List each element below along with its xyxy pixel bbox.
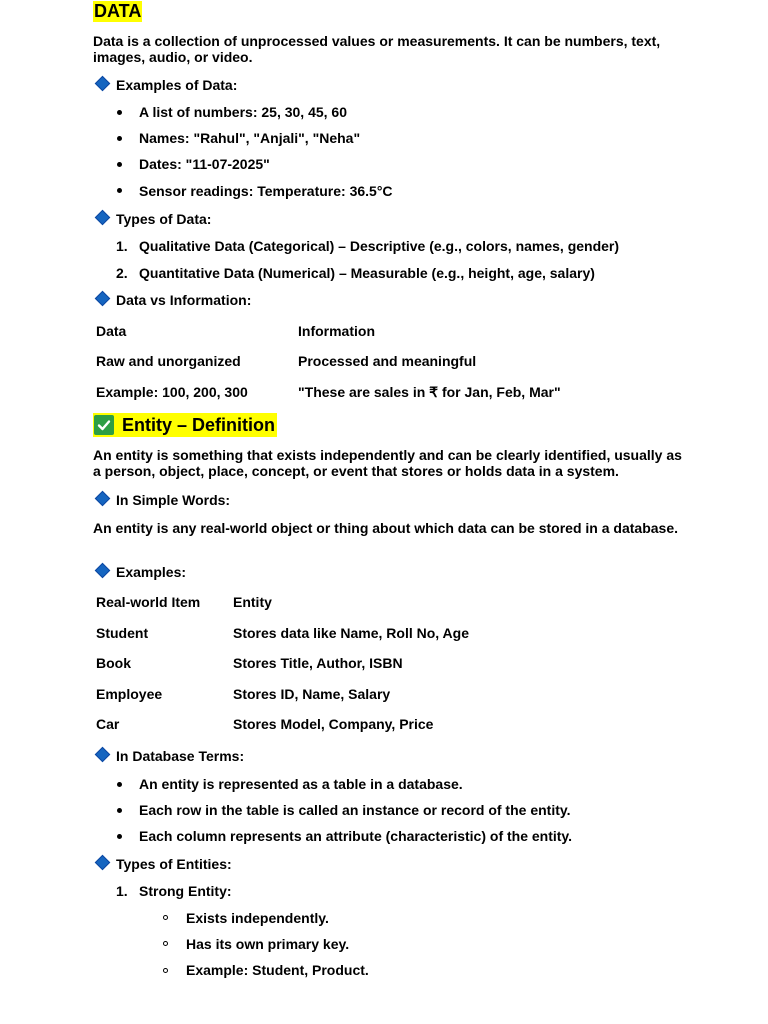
list-item: Has its own primary key. bbox=[186, 936, 350, 952]
list-item: Qualitative Data (Categorical) – Descriptive (e.g., colors, names, gender) bbox=[139, 238, 620, 254]
table-cell: Entity bbox=[233, 594, 272, 610]
table-cell: Car bbox=[96, 716, 120, 732]
checkmark-icon bbox=[94, 415, 114, 435]
list-number: 1. bbox=[116, 238, 128, 254]
dvi-subheading: Data vs Information: bbox=[93, 292, 251, 308]
table-cell: Book bbox=[96, 655, 131, 671]
diamond-bullet-icon bbox=[95, 563, 111, 579]
hollow-bullet-icon bbox=[163, 941, 168, 946]
hollow-bullet-icon bbox=[163, 968, 168, 973]
entity-heading: Entity – Definition bbox=[93, 413, 277, 437]
list-number: 2. bbox=[116, 265, 128, 281]
table-cell: Real-world Item bbox=[96, 594, 201, 610]
table-cell: Stores Title, Author, ISBN bbox=[233, 655, 403, 671]
table-cell: Example: 100, 200, 300 bbox=[96, 384, 248, 400]
list-item: Dates: "11-07-2025" bbox=[139, 156, 270, 172]
table-cell: Stores ID, Name, Salary bbox=[233, 686, 391, 702]
list-item: Each column represents an attribute (characteristic) of the entity. bbox=[139, 828, 573, 844]
entity-definition: An entity is something that exists independently and can be clearly identified, usually as a person, object, place, concept, or event that stores or holds data in a system. bbox=[93, 447, 682, 479]
simple-subheading: In Simple Words: bbox=[93, 492, 230, 508]
types-subheading: Types of Data: bbox=[93, 211, 211, 227]
list-item: Names: "Rahul", "Anjali", "Neha" bbox=[139, 130, 361, 146]
examples-subheading: Examples of Data: bbox=[93, 77, 237, 93]
list-number: 1. bbox=[116, 883, 128, 899]
diamond-bullet-icon bbox=[95, 855, 111, 871]
list-item: An entity is represented as a table in a database. bbox=[139, 776, 463, 792]
table-cell: Student bbox=[96, 625, 149, 641]
bullet-icon bbox=[117, 834, 122, 839]
diamond-bullet-icon bbox=[95, 210, 111, 226]
diamond-bullet-icon bbox=[95, 291, 111, 307]
simple-text: An entity is any real-world object or thing about which data can be stored in a database. bbox=[93, 520, 678, 536]
list-item: A list of numbers: 25, 30, 45, 60 bbox=[139, 104, 348, 120]
table-cell: Employee bbox=[96, 686, 163, 702]
data-intro: Data is a collection of unprocessed values or measurements. It can be numbers, text, images, audio, or video. bbox=[93, 33, 661, 65]
table-cell: Raw and unorganized bbox=[96, 353, 241, 369]
table-cell: "These are sales in ₹ for Jan, Feb, Mar" bbox=[298, 384, 561, 400]
data-heading: DATA bbox=[94, 1, 142, 21]
diamond-bullet-icon bbox=[95, 491, 111, 507]
diamond-bullet-icon bbox=[95, 76, 111, 92]
bullet-icon bbox=[117, 808, 122, 813]
hollow-bullet-icon bbox=[163, 915, 168, 920]
table-cell: Information bbox=[298, 323, 375, 339]
bullet-icon bbox=[117, 188, 122, 193]
table-cell: Processed and meaningful bbox=[298, 353, 477, 369]
entity-types-subheading: Types of Entities: bbox=[93, 856, 232, 872]
bullet-icon bbox=[117, 136, 122, 141]
list-item: Quantitative Data (Numerical) – Measurable (e.g., height, age, salary) bbox=[139, 265, 595, 281]
bullet-icon bbox=[117, 162, 122, 167]
table-cell: Stores Model, Company, Price bbox=[233, 716, 434, 732]
list-item: Strong Entity: bbox=[139, 883, 232, 899]
table-cell: Data bbox=[96, 323, 127, 339]
list-item: Exists independently. bbox=[186, 910, 329, 926]
bullet-icon bbox=[117, 110, 122, 115]
db-terms-subheading: In Database Terms: bbox=[93, 748, 244, 764]
bullet-icon bbox=[117, 782, 122, 787]
diamond-bullet-icon bbox=[95, 747, 111, 763]
list-item: Each row in the table is called an instance or record of the entity. bbox=[139, 802, 571, 818]
entity-examples-subheading: Examples: bbox=[93, 564, 186, 580]
list-item: Sensor readings: Temperature: 36.5°C bbox=[139, 183, 393, 199]
list-item: Example: Student, Product. bbox=[186, 962, 369, 978]
table-cell: Stores data like Name, Roll No, Age bbox=[233, 625, 469, 641]
